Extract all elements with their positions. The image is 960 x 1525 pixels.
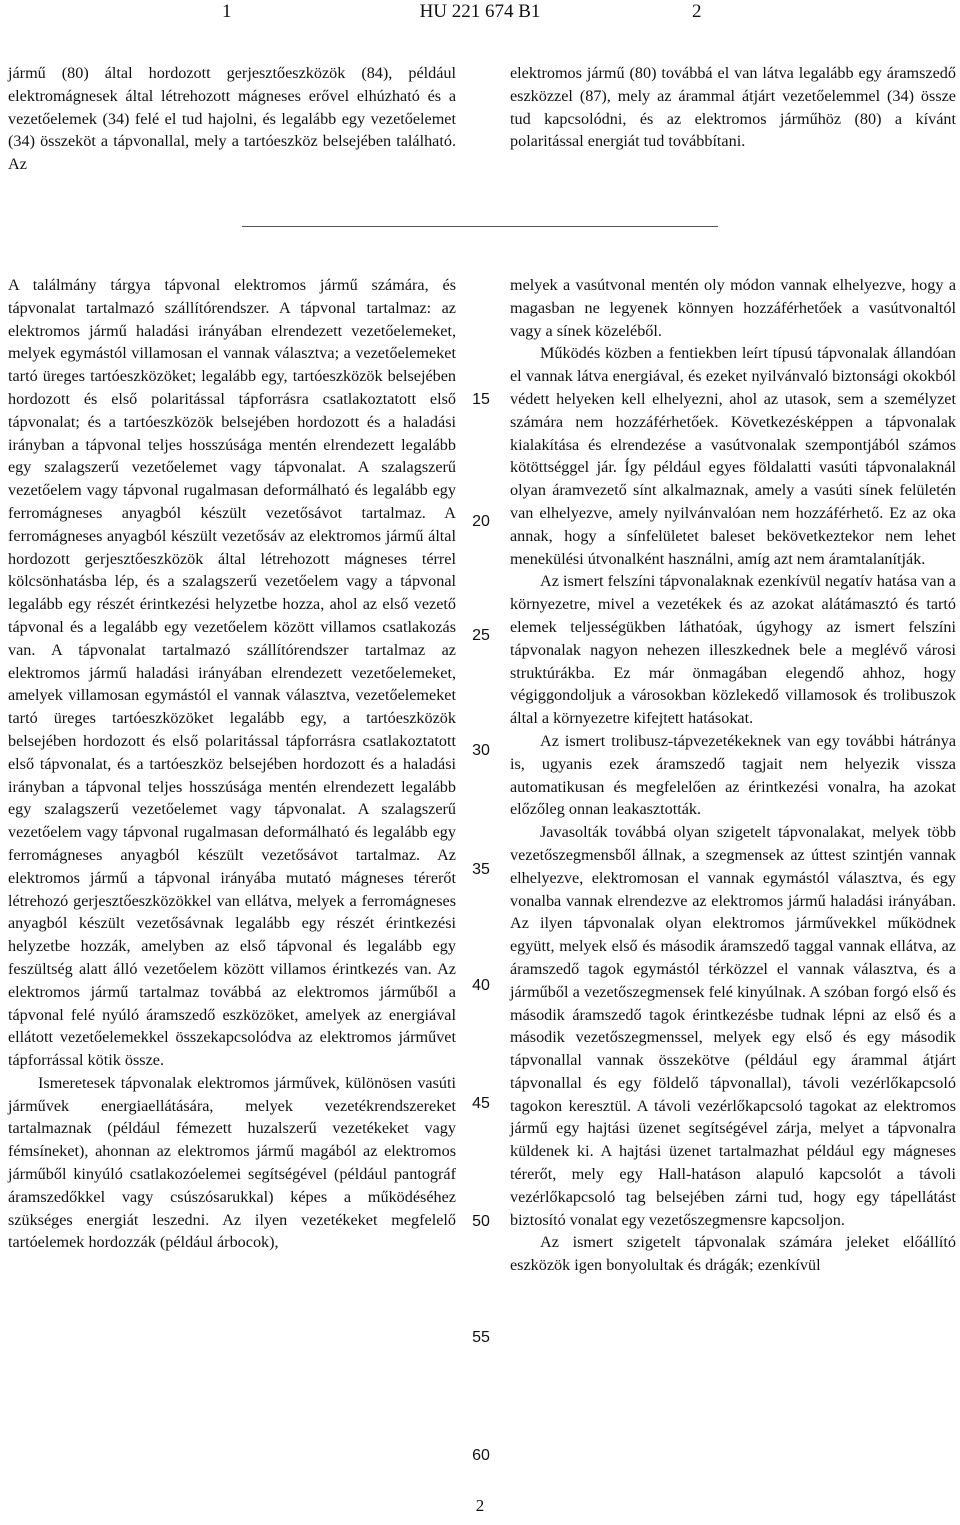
paragraph: Az ismert trolibusz-tápvezetékeknek van egy további hátránya is, ugyanis ezek áramszedő tagjait nem helyezik vissza automatikusan és megfelelően az érintkezési vonalra, ha azokat előzőleg onnan leakasztották. <box>510 731 956 819</box>
line-number: 15 <box>472 391 490 408</box>
paragraph: Működés közben a fentiekben leírt típusú tápvonalak állandóan el vannak látva energiával, és ezeket nyilvánvaló biztonsági okokból védett helyeken kell elhelyezni, ahol az utasok, sem a személyzet számára nem hozzáférhetőek. Következésképpen a tápvonalak kialakítása és elrendezése a vasútvonalak szempontjából számos kötöttséggel jár. Így például egyes földalatti vasúti tápvonalaknál olyan áramvezető sínt alkalmaznak, amely a vasúti sínek felületén van elhelyezve, amely nyilvánvalóan nem hozzáférhető. Ez az oka annak, hogy a sínfelületet baleset bekövetkeztekor nem lehet menekülési útvonalként használni, amíg azt nem áramtalanítják. <box>510 344 956 568</box>
top-right-column <box>510 62 956 153</box>
header-document-id: HU 221 674 B1 <box>419 1 541 22</box>
line-number: 55 <box>472 1329 490 1346</box>
line-number: 60 <box>472 1447 490 1464</box>
paragraph: elektromos jármű (80) továbbá el van látva legalább egy áramszedő eszközzel (87), mely az árammal átjárt vezetőelemmel (34) össze tud kapcsolódni, és az elektromos járműhöz (80) a kívánt polaritással energiát tud továbbítani. <box>510 64 956 151</box>
top-left-column <box>8 62 456 176</box>
line-number: 25 <box>472 627 490 644</box>
line-number: 30 <box>472 742 490 759</box>
header-right-column-number: 2 <box>692 1 702 22</box>
paragraph: Ismeretesek tápvonalak elektromos járművek, különösen vasúti járművek energiaellátására, melyek vezetékrendszereket tartalmaznak (például fémezett huzalszerű vezetékeket vagy fémsíneket), ahonnan az elektromos jármű magából az elektromos járműből kinyúló csatlakozóelemei segítségével (például pantográf áramszedőkkel vagy csúszósarukkal) képes a működéséhez szükséges energiát leszedni. Az ilyen vezetékeket megfelelő tartóelemek hordozzák (például árbocok), <box>8 1073 456 1252</box>
paragraph: Az ismert szigetelt tápvonalak számára jeleket előállító eszközök igen bonyolultak és drágák; ezenkívül <box>510 1233 956 1275</box>
line-number: 35 <box>472 861 490 878</box>
paragraph: Javasolták továbbá olyan szigetelt tápvonalakat, melyek több vezetőszegmensből állnak, a szegmensek az úttest szintjén vannak elhelyezve, elektromosan el vannak egymástól választva, és egy vonalba vannak elrendezve az elektromos jármű haladási irányában. Az ilyen tápvonalak olyan elektromos járművekkel működnek együtt, melyek első és második áramszedő taggal vannak ellátva, az áramszedő tagok egymástól térközzel el vannak választva, és a járműből a vezetőszegmensek felé kinyúlnak. A szóban forgó első és második áramszedő tagok érintkezésbe tudnak lépni az első és a második vezetőszegmenssel, melyek egy első és egy második tápvonallal vannak összekötve (például egy árammal átjárt tápvonallal és egy földelő tápvonallal), távoli vezérlőkapcsoló tagokon keresztül. A távoli vezérlőkapcsoló tagokat az elektromos jármű egy hajtási üzenet segítségével zárja, melyet a tápvonalra küldenek ki. A hajtási üzenet tartalmazhat például egy mágneses térerőt, mely egy Hall-hatáson alapuló kapcsolót a távoli vezérlőkapcsoló tag belsejében zárni tud, hogy egy tápellátást biztosító vonalat egy vezetőszegmensre kapcsoljon. <box>510 823 956 1229</box>
paragraph: jármű (80) által hordozott gerjesztőeszközök (84), például elektromágnesek által létrehozott mágneses erővel elhúzható és a vezetőelemek (34) felé el tud hajolni, és legalább egy vezetőelemet (34) összeköt a tápvonallal, mely a tartóeszköz belsejében található. Az <box>8 64 456 174</box>
paragraph: melyek a vasútvonal mentén oly módon vannak elhelyezve, hogy a magasban ne legyenek könnyen hozzáférhetőek a vasútvonaltól vagy a sínek közeléből. <box>510 276 956 340</box>
main-left-column <box>8 274 456 1254</box>
page-number: 2 <box>475 1496 485 1515</box>
line-number: 50 <box>472 1213 490 1230</box>
line-number: 20 <box>472 513 490 530</box>
line-number: 40 <box>472 977 490 994</box>
paragraph: Az ismert felszíni tápvonalaknak ezenkívül negatív hatása van a környezetre, mivel a vezetékek és az azokat alátámasztó és tartó elemek teljességükben láthatóak, úgyhogy az ismert felszíni tápvonalak nagyon nehezen illeszkednek bele a meglévő városi struktúrákba. Ez már önmagában elegendő ahhoz, hogy végiggondoljuk a városokban közlekedő villamosok és trolibuszok által a környezetre kifejtett hatásokat. <box>510 572 956 728</box>
header-left-column-number: 1 <box>222 1 232 22</box>
line-number: 45 <box>472 1095 490 1112</box>
paragraph: A találmány tárgya tápvonal elektromos jármű számára, és tápvonalat tartalmazó szállítórendszer. A tápvonal tartalmaz: az elektromos jármű haladási irányában elrendezett vezetőelemeket, melyek egymástól villamosan el vannak választva; a vezetőelemeket tartó üreges tartóeszközöket; legalább egy, tartóeszközök belsejében hordozott és első polaritással tápforrásra csatlakoztatott első tápvonalat; és a tartóeszközök belsejében hordozott és a haladási irányban a tápvonal teljes hosszúsága mentén elrendezett legalább egy szalagszerű vezetőelemet vagy tápvonalat. A szalagszerű vezetőelem vagy tápvonal rugalmasan deformálható és legalább egy ferromágneses anyagból készült vezetősávot tartalmaz. A ferromágneses anyagból készült vezetősáv az elektromos jármű által hordozott gerjesztőeszközök által létrehozott mágneses térrel kölcsönhatásba lép, és a szalagszerű vezetőelem vagy a tápvonal legalább egy részét érintkezési helyzetbe hozza, ahol az első vezető tápvonal és a legalább egy vezetőelem között villamos csatlakozás van. A tápvonalat tartalmazó szállítórendszer tartalmaz az elektromos jármű haladási irányában elrendezett vezetőelemeket, amelyek villamosan egymástól el vannak választva, vezetőelemeket tartó üreges tartóeszközöket legalább egy, a tartóeszközök belsejében hordozott és első polaritással tápforrásra csatlakoztatott első tápvonalat, és a tartóeszköz belsejében hordozott és a haladási irányban a tápvonal teljes hosszúsága mentén elrendezett legalább egy szalagszerű vezetőelemet vagy tápvonalat. A szalagszerű vezetőelem vagy tápvonal rugalmasan deformálható és legalább egy ferromágneses anyagból készült vezetősávot tartalmaz. Az elektromos jármű a tápvonal irányába mutató mágneses térerőt létrehozó gerjesztőeszközökkel van ellátva, melyek a ferromágneses anyagból készült vezetősávnak legalább egy részét érintkezési helyzetbe hozzák, amelyben az első tápvonal és legalább egy feszültség alatt álló vezetőelem között villamos érintkezés van. Az elektromos jármű tartalmaz továbbá az elektromos járműből a tápvonal felé nyúló áramszedő eszközöket, amelyek az energiával ellátott vezetőelemekkel összekapcsolódva az elektromos járművet tápforrással kötik össze. <box>8 276 456 1070</box>
main-right-column <box>510 274 956 1277</box>
section-divider <box>242 226 718 227</box>
